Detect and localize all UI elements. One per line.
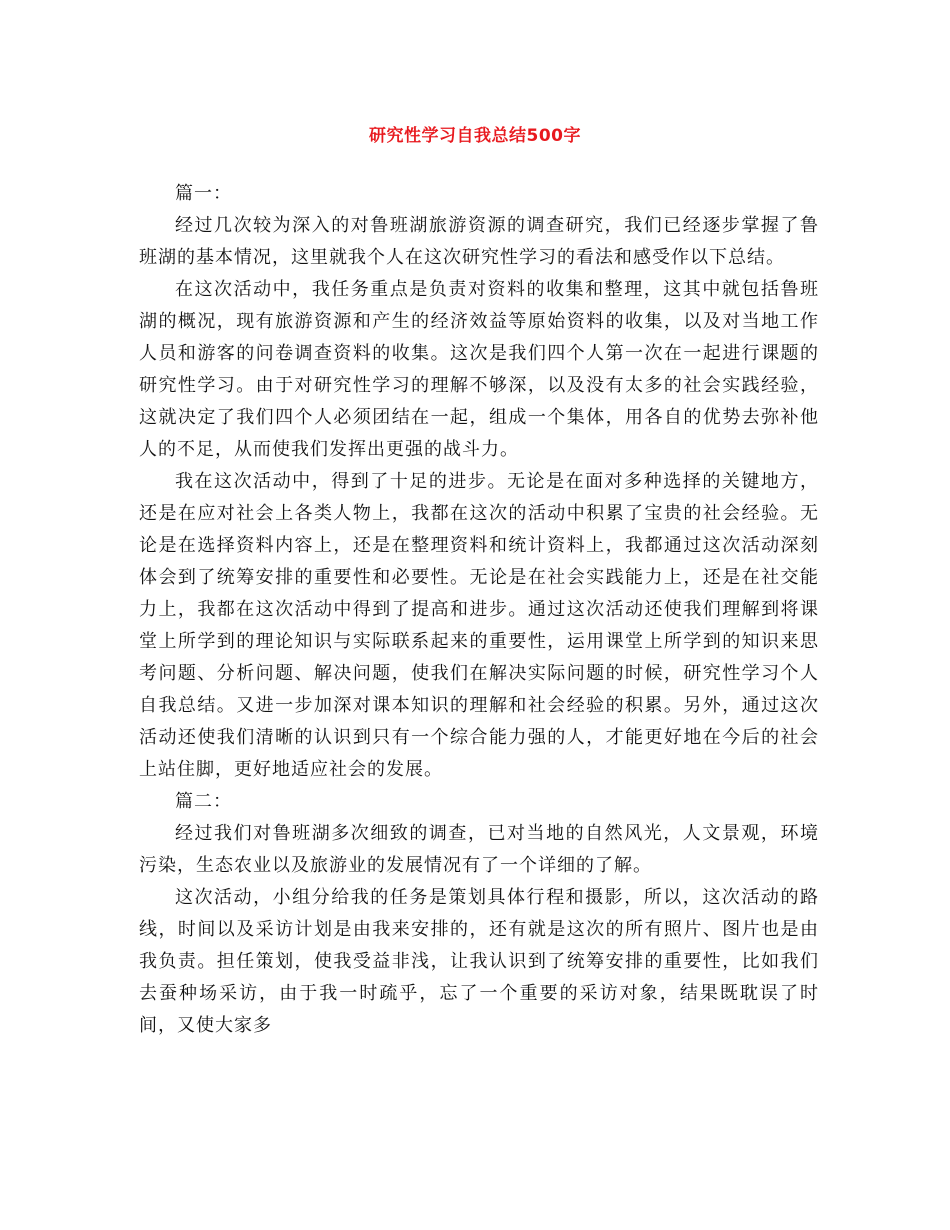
paragraph: 我在这次活动中，得到了十足的进步。无论是在面对多种选择的关键地方，还是在应对社会上各类人物上，我都在这次的活动中积累了宝贵的社会经验。无论是在选择资料内容上，还是在整理资料和统计资料上，我都通过这次活动深刻体会到了统筹安排的重要性和必要性。无论是在社会实践能力上，还是在社交能力上，我都在这次活动中得到了提高和进步。通过这次活动还使我们理解到将课堂上所学到的理论知识与实际联系起来的重要性，运用课堂上所学到的知识来思考问题、分析问题、解决问题，使我们在解决实际问题的时候，研究性学习个人自我总结。又进一步加深对课本知识的理解和社会经验的积累。另外，通过这次活动还使我们清晰的认识到只有一个综合能力强的人，才能更好地在今后的社会上站住脚，更好地适应社会的发展。 xyxy=(139,471,819,780)
document-body xyxy=(139,178,819,1042)
paragraph: 经过我们对鲁班湖多次细致的调查，已对当地的自然风光，人文景观，环境污染，生态农业以及旅游业的发展情况有了一个详细的了解。 xyxy=(139,823,819,876)
section-heading-1: 篇一： xyxy=(175,183,232,204)
paragraph: 这次活动，小组分给我的任务是策划具体行程和摄影，所以，这次活动的路线，时间以及采访计划是由我来安排的，还有就是这次的所有照片、图片也是由我负责。担任策划，使我受益非浅，让我认识到了统筹安排的重要性，比如我们去蚕种场采访，由于我一时疏乎，忘了一个重要的采访对象，结果既耽误了时间，又使大家多 xyxy=(139,887,819,1036)
paragraph: 经过几次较为深入的对鲁班湖旅游资源的调查研究，我们已经逐步掌握了鲁班湖的基本情况，这里就我个人在这次研究性学习的看法和感受作以下总结。 xyxy=(139,215,819,268)
section-heading-2: 篇二： xyxy=(175,791,232,812)
paragraph: 在这次活动中，我任务重点是负责对资料的收集和整理，这其中就包括鲁班湖的概况，现有旅游资源和产生的经济效益等原始资料的收集，以及对当地工作人员和游客的问卷调查资料的收集。这次是我们四个人第一次在一起进行课题的研究性学习。由于对研究性学习的理解不够深，以及没有太多的社会实践经验，这就决定了我们四个人必须团结在一起，组成一个集体，用各自的优势去弥补他人的不足，从而使我们发挥出更强的战斗力。 xyxy=(139,279,819,460)
document-title: 研究性学习自我总结500字 xyxy=(369,126,581,146)
